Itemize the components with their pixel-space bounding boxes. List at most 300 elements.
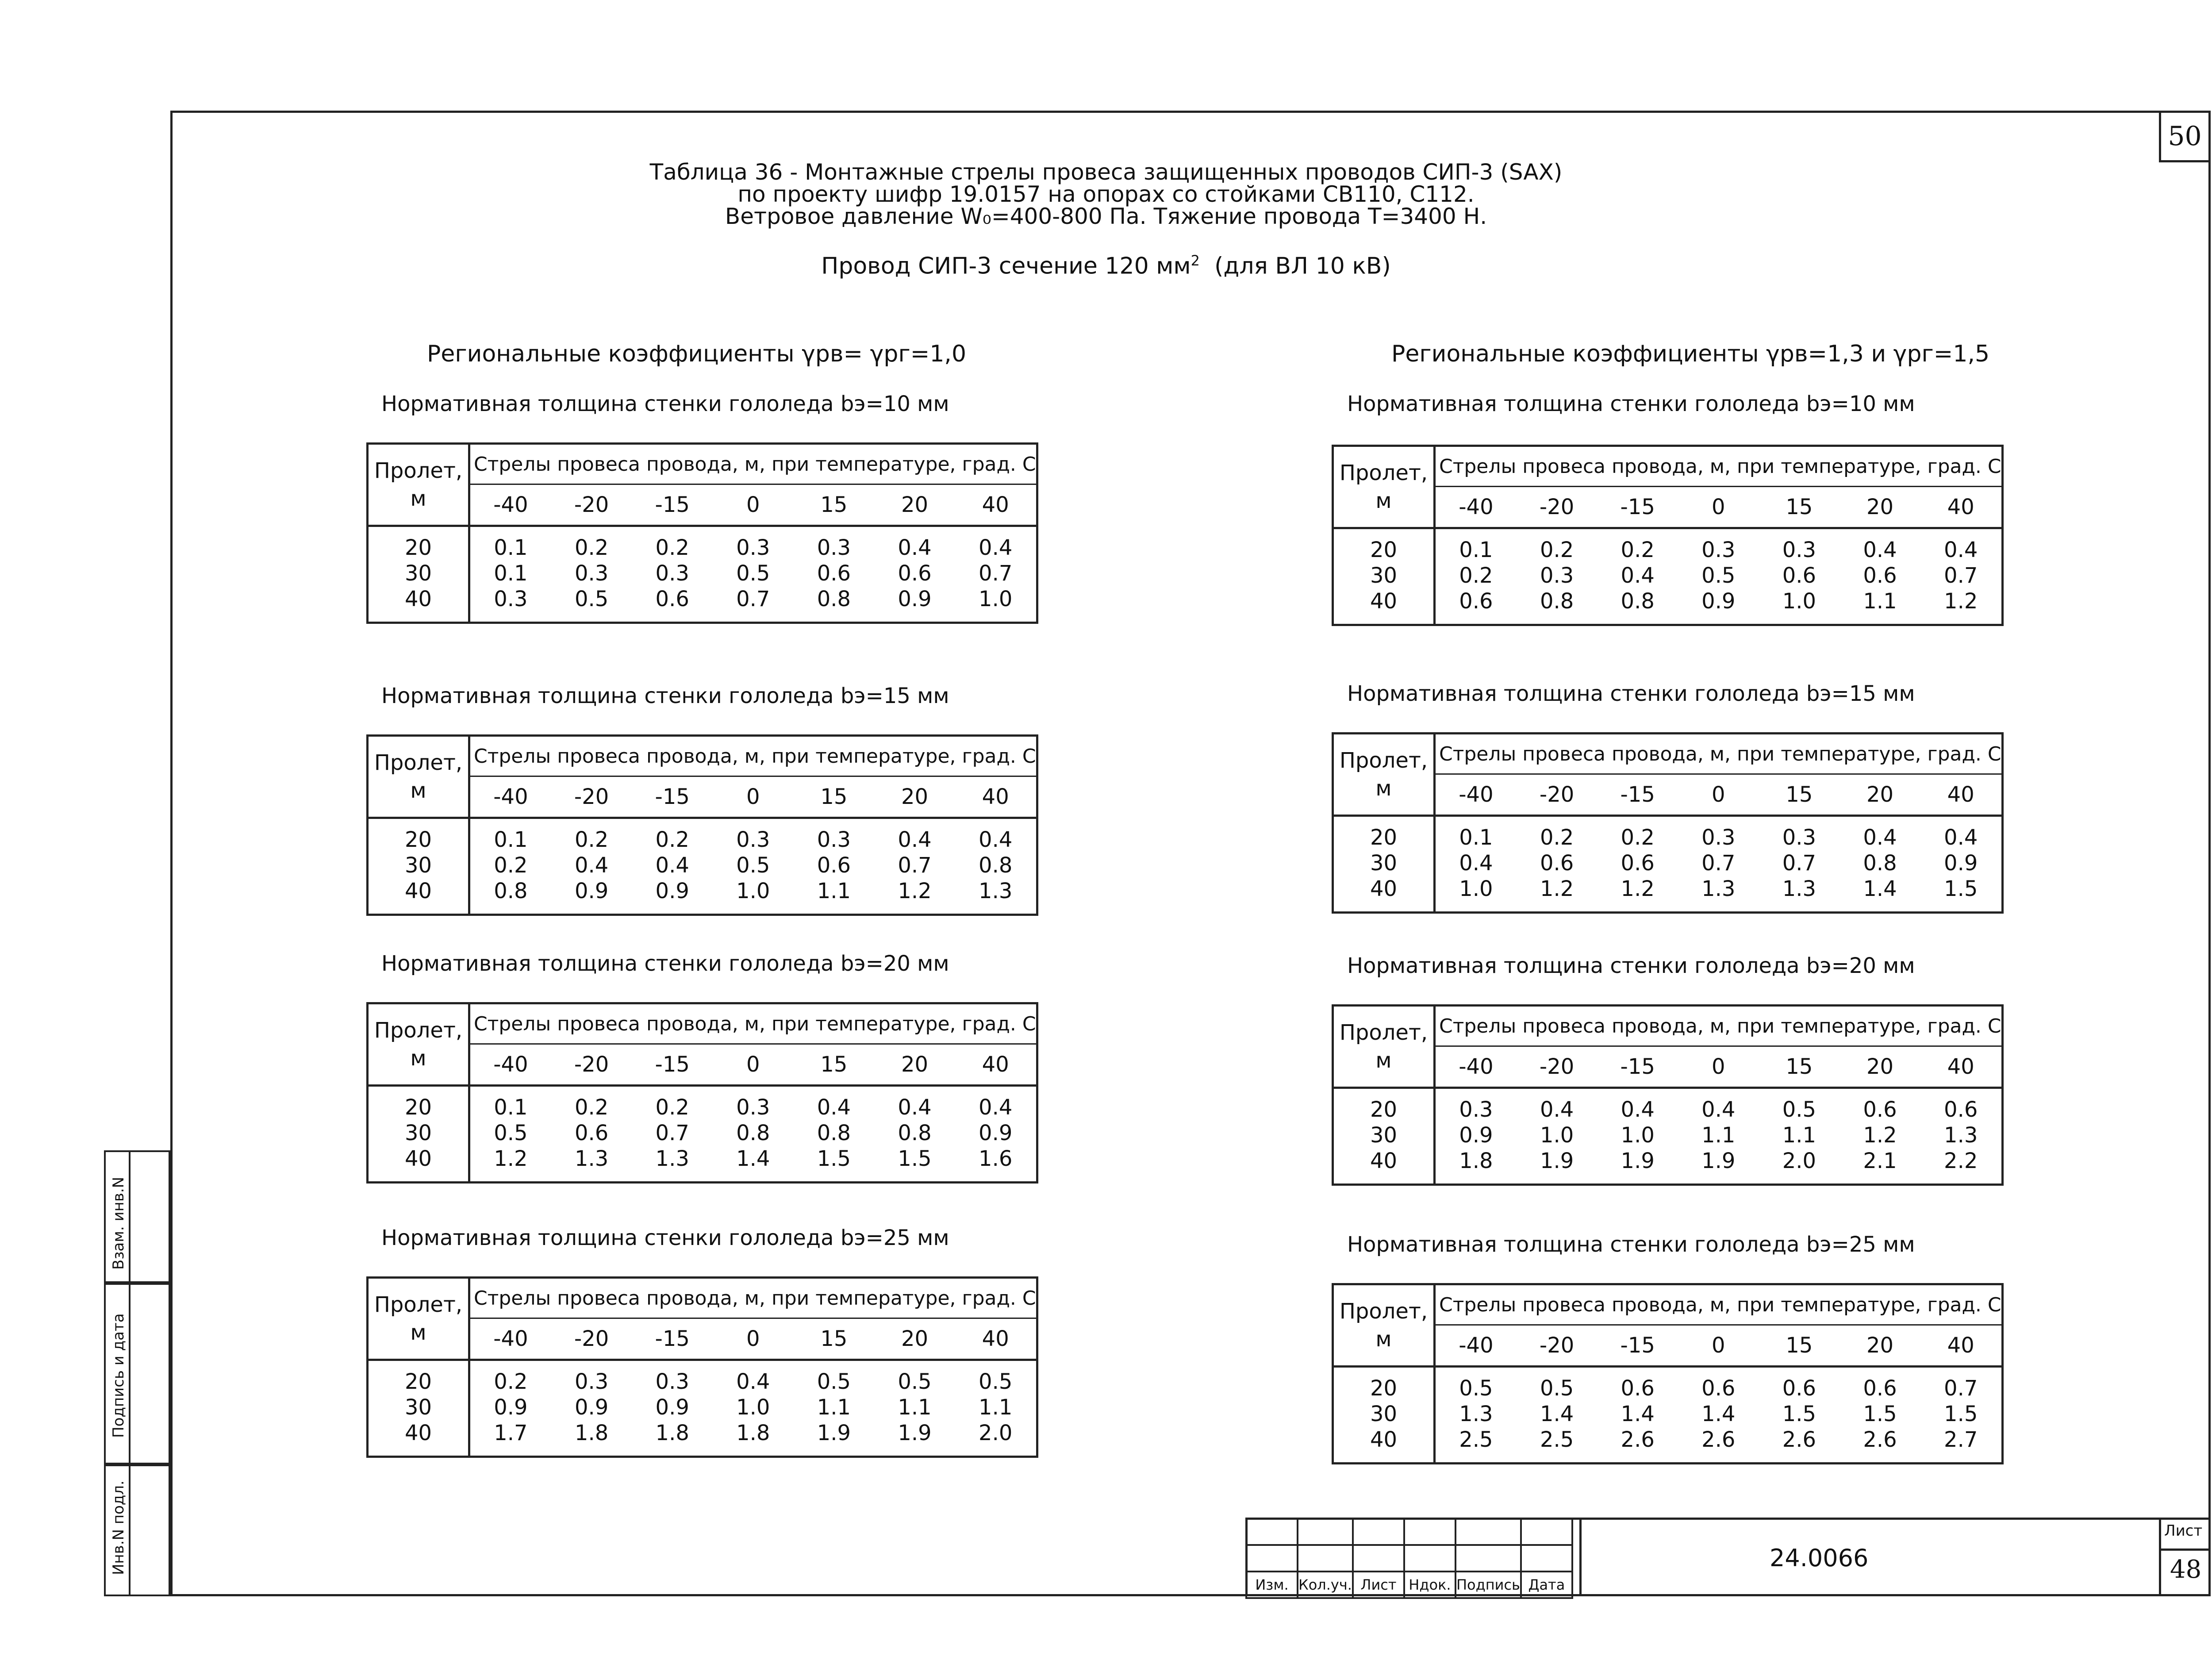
span-value: 20 bbox=[1333, 816, 1435, 851]
temperature-header: 20 bbox=[1839, 1325, 1920, 1367]
sag-value: 0.4 bbox=[1621, 563, 1655, 588]
stamp-col-label: Дата bbox=[1521, 1572, 1572, 1598]
sag-value: 0.1 bbox=[494, 1095, 528, 1120]
span-label: Пролет, bbox=[1339, 748, 1428, 773]
temperature-header: -15 bbox=[632, 484, 713, 526]
sag-value: 1.2 bbox=[898, 879, 932, 903]
sag-value: 1.6 bbox=[979, 1146, 1013, 1171]
sag-value: 1.1 bbox=[817, 879, 851, 903]
sag-value: 0.7 bbox=[1782, 851, 1816, 876]
sag-value: 1.5 bbox=[817, 1146, 851, 1171]
span-value: 40 bbox=[368, 1420, 469, 1457]
sag-value: 1.3 bbox=[574, 1146, 609, 1171]
sag-value: 0.5 bbox=[1782, 1097, 1816, 1122]
sag-value: 0.6 bbox=[817, 561, 851, 586]
sag-value: 0.7 bbox=[655, 1121, 689, 1145]
sag-value: 0.8 bbox=[1621, 589, 1655, 614]
sag-header: Стрелы провеса провода, м, при температуре, град. С bbox=[469, 736, 1037, 776]
sag-value: 0.6 bbox=[1621, 851, 1655, 876]
sag-value: 0.3 bbox=[1701, 538, 1736, 562]
temperature-header: -20 bbox=[551, 484, 632, 526]
stamp-grid bbox=[1245, 1518, 1573, 1599]
sag-value: 1.1 bbox=[1701, 1123, 1736, 1148]
side-label-vzam: Взам. инв.N bbox=[110, 1176, 127, 1270]
left-region-header: Региональные коэффициенты γрв= γрг=1,0 bbox=[427, 341, 967, 367]
span-label: Пролет, bbox=[374, 1018, 463, 1043]
sag-value: 0.8 bbox=[817, 1121, 851, 1145]
sag-value: 0.7 bbox=[898, 853, 932, 878]
span-value: 20 bbox=[368, 818, 469, 853]
right-sag-table-4 bbox=[1332, 1283, 2004, 1464]
temperature-header: -20 bbox=[1517, 1046, 1598, 1088]
sag-value: 0.4 bbox=[1459, 851, 1493, 876]
table-title-line1: Таблица 36 - Монтажные стрелы провеса защищенных проводов СИП-3 (SAX) bbox=[649, 159, 1563, 185]
sag-value: 0.3 bbox=[736, 535, 770, 560]
sag-value: 0.4 bbox=[979, 1095, 1013, 1120]
sag-value: 2.6 bbox=[1863, 1427, 1897, 1452]
table-row bbox=[1333, 588, 2003, 625]
span-header bbox=[1333, 1006, 1435, 1088]
sag-value: 2.6 bbox=[1782, 1427, 1816, 1452]
sag-value: 0.7 bbox=[1701, 851, 1736, 876]
sag-value: 0.3 bbox=[574, 561, 609, 586]
table-row bbox=[1333, 1122, 2003, 1148]
table-row bbox=[1333, 1148, 2003, 1185]
temperature-header: 15 bbox=[794, 1318, 875, 1360]
sag-value: 1.9 bbox=[898, 1421, 932, 1445]
temperature-header: -40 bbox=[469, 1044, 551, 1086]
sag-value: 1.4 bbox=[1540, 1402, 1574, 1426]
sag-value: 0.9 bbox=[898, 587, 932, 611]
sag-value: 0.3 bbox=[817, 535, 851, 560]
sag-value: 0.7 bbox=[736, 587, 770, 611]
sag-value: 1.0 bbox=[1621, 1123, 1655, 1148]
sag-value: 0.6 bbox=[817, 853, 851, 878]
sag-value: 1.9 bbox=[1701, 1149, 1736, 1173]
span-value: 20 bbox=[368, 526, 469, 561]
sag-value: 0.3 bbox=[574, 1369, 609, 1394]
sag-value: 1.1 bbox=[979, 1395, 1013, 1420]
sag-value: 0.3 bbox=[1782, 825, 1816, 850]
sag-value: 0.2 bbox=[655, 827, 689, 852]
sag-value: 0.6 bbox=[1863, 1376, 1897, 1401]
sag-value: 0.6 bbox=[655, 587, 689, 611]
table-row bbox=[1333, 876, 2003, 913]
sag-value: 1.3 bbox=[655, 1146, 689, 1171]
sag-value: 1.5 bbox=[1863, 1402, 1897, 1426]
span-label: Пролет, bbox=[374, 458, 463, 484]
left-sag-table-2 bbox=[366, 734, 1038, 916]
span-label: Пролет, bbox=[374, 750, 463, 776]
sag-value: 1.3 bbox=[1782, 876, 1816, 901]
sag-value: 1.5 bbox=[898, 1146, 932, 1171]
sag-value: 1.8 bbox=[574, 1421, 609, 1445]
sag-value: 1.4 bbox=[1621, 1402, 1655, 1426]
right-sag-table-2 bbox=[1332, 732, 2004, 914]
sag-value: 1.0 bbox=[736, 879, 770, 903]
sag-value: 0.6 bbox=[898, 561, 932, 586]
span-value: 30 bbox=[368, 561, 469, 586]
left-section-title-1: Нормативная толщина стенки гололеда bэ=10 мм bbox=[381, 392, 949, 416]
sag-value: 0.7 bbox=[979, 561, 1013, 586]
span-unit: м bbox=[1375, 1048, 1392, 1073]
table-row bbox=[1333, 563, 2003, 588]
sag-value: 1.9 bbox=[1621, 1149, 1655, 1173]
sag-value: 1.9 bbox=[817, 1421, 851, 1445]
right-section-title-4: Нормативная толщина стенки гололеда bэ=25 мм bbox=[1347, 1232, 1915, 1257]
sag-value: 0.9 bbox=[655, 879, 689, 903]
temperature-header: 40 bbox=[955, 1318, 1037, 1360]
sag-value: 0.2 bbox=[574, 535, 609, 560]
sag-value: 0.9 bbox=[574, 1395, 609, 1420]
temperature-header: 0 bbox=[713, 776, 794, 818]
sag-value: 2.7 bbox=[1944, 1427, 1978, 1452]
span-value: 40 bbox=[368, 878, 469, 915]
span-unit: м bbox=[410, 1320, 426, 1345]
sag-value: 1.3 bbox=[1944, 1123, 1978, 1148]
span-value: 20 bbox=[368, 1360, 469, 1395]
span-value: 40 bbox=[1333, 1148, 1435, 1185]
sag-value: 2.0 bbox=[979, 1421, 1013, 1445]
table-row bbox=[1333, 1367, 2003, 1402]
sag-value: 0.5 bbox=[898, 1369, 932, 1394]
sag-value: 0.4 bbox=[898, 535, 932, 560]
temperature-header: 20 bbox=[874, 1318, 955, 1360]
span-value: 30 bbox=[1333, 850, 1435, 876]
sag-value: 1.5 bbox=[1782, 1402, 1816, 1426]
sag-value: 0.4 bbox=[655, 853, 689, 878]
temperature-header: 40 bbox=[955, 1044, 1037, 1086]
sag-value: 1.9 bbox=[1540, 1149, 1574, 1173]
sag-value: 1.1 bbox=[817, 1395, 851, 1420]
span-value: 40 bbox=[1333, 1427, 1435, 1464]
temperature-header: -20 bbox=[1517, 774, 1598, 816]
sag-value: 0.5 bbox=[494, 1121, 528, 1145]
sag-value: 0.2 bbox=[655, 1095, 689, 1120]
sheet-label: Лист bbox=[2164, 1522, 2203, 1540]
temperature-header: -20 bbox=[1517, 1325, 1598, 1367]
sag-value: 2.2 bbox=[1944, 1149, 1978, 1173]
left-section-title-2: Нормативная толщина стенки гололеда bэ=15 мм bbox=[381, 684, 949, 708]
span-value: 30 bbox=[368, 1395, 469, 1420]
table-row bbox=[368, 878, 1037, 915]
sag-value: 0.5 bbox=[817, 1369, 851, 1394]
sag-value: 0.3 bbox=[1782, 538, 1816, 562]
sag-value: 0.3 bbox=[494, 587, 528, 611]
temperature-header: 40 bbox=[1920, 1325, 2002, 1367]
sag-value: 1.5 bbox=[1944, 876, 1978, 901]
sag-value: 0.6 bbox=[574, 1121, 609, 1145]
sheet-box-hline bbox=[2159, 1549, 2211, 1551]
sag-value: 0.1 bbox=[494, 561, 528, 586]
stamp-col-label: Кол.уч. bbox=[1298, 1572, 1353, 1598]
wire-title-text: Провод СИП-3 сечение 120 мм bbox=[821, 253, 1191, 280]
right-sag-table-3 bbox=[1332, 1004, 2004, 1186]
sag-value: 2.6 bbox=[1621, 1427, 1655, 1452]
sag-value: 0.4 bbox=[574, 853, 609, 878]
sag-value: 0.2 bbox=[574, 1095, 609, 1120]
sag-value: 0.2 bbox=[494, 1369, 528, 1394]
temperature-header: 15 bbox=[794, 1044, 875, 1086]
temperature-header: 0 bbox=[713, 1044, 794, 1086]
sag-value: 0.9 bbox=[1701, 589, 1736, 614]
sag-value: 0.6 bbox=[1863, 563, 1897, 588]
sag-value: 0.4 bbox=[1701, 1097, 1736, 1122]
sag-value: 0.4 bbox=[736, 1369, 770, 1394]
span-header bbox=[1333, 446, 1435, 528]
sag-value: 2.6 bbox=[1701, 1427, 1736, 1452]
sag-header: Стрелы провеса провода, м, при температуре, град. С bbox=[1435, 446, 2003, 487]
temperature-header: 0 bbox=[1678, 1046, 1759, 1088]
span-value: 40 bbox=[1333, 588, 1435, 625]
span-value: 20 bbox=[1333, 528, 1435, 563]
sag-value: 1.2 bbox=[1621, 876, 1655, 901]
span-value: 20 bbox=[1333, 1367, 1435, 1402]
stamp-col-label: Лист bbox=[1353, 1572, 1404, 1598]
temperature-header: 0 bbox=[713, 484, 794, 526]
sag-value: 1.2 bbox=[1863, 1123, 1897, 1148]
span-value: 40 bbox=[1333, 876, 1435, 913]
right-sag-table-1 bbox=[1332, 445, 2004, 626]
temperature-header: 0 bbox=[1678, 1325, 1759, 1367]
temperature-header: -20 bbox=[551, 1044, 632, 1086]
span-unit: м bbox=[1375, 488, 1392, 513]
table-row bbox=[1333, 816, 2003, 851]
temperature-header: 40 bbox=[1920, 1046, 2002, 1088]
sag-header: Стрелы провеса провода, м, при температуре, град. С bbox=[1435, 734, 2003, 774]
sag-value: 0.9 bbox=[655, 1395, 689, 1420]
temperature-header: -40 bbox=[1435, 1046, 1517, 1088]
span-value: 30 bbox=[1333, 1122, 1435, 1148]
table-row bbox=[368, 586, 1037, 623]
sag-value: 0.8 bbox=[494, 879, 528, 903]
sag-value: 0.8 bbox=[979, 853, 1013, 878]
table-row bbox=[368, 1420, 1037, 1457]
temperature-header: -40 bbox=[469, 484, 551, 526]
temperature-header: -40 bbox=[1435, 487, 1517, 528]
right-section-title-3: Нормативная толщина стенки гололеда bэ=20 мм bbox=[1347, 953, 1915, 978]
temperature-header: 15 bbox=[1759, 774, 1840, 816]
sag-value: 0.3 bbox=[817, 827, 851, 852]
span-header bbox=[368, 1003, 469, 1086]
sag-value: 1.1 bbox=[1863, 589, 1897, 614]
sag-value: 0.9 bbox=[1944, 851, 1978, 876]
sag-header: Стрелы провеса провода, м, при температуре, град. С bbox=[469, 1003, 1037, 1044]
temperature-header: 20 bbox=[874, 776, 955, 818]
sag-value: 0.6 bbox=[1540, 851, 1574, 876]
sag-value: 0.3 bbox=[655, 1369, 689, 1394]
sag-value: 0.3 bbox=[1540, 563, 1574, 588]
side-label-inv: Инв.N подл. bbox=[110, 1480, 127, 1575]
sag-value: 1.4 bbox=[1701, 1402, 1736, 1426]
sag-value: 0.4 bbox=[898, 1095, 932, 1120]
temperature-header: 40 bbox=[955, 484, 1037, 526]
sag-value: 0.1 bbox=[1459, 538, 1493, 562]
sag-value: 0.7 bbox=[1944, 563, 1978, 588]
temperature-header: -40 bbox=[1435, 1325, 1517, 1367]
temperature-header: 0 bbox=[1678, 774, 1759, 816]
sag-value: 0.2 bbox=[655, 535, 689, 560]
temperature-header: 15 bbox=[794, 484, 875, 526]
sag-value: 1.2 bbox=[494, 1146, 528, 1171]
span-header bbox=[1333, 1284, 1435, 1367]
span-value: 40 bbox=[368, 586, 469, 623]
sag-value: 0.2 bbox=[1459, 563, 1493, 588]
temperature-header: -40 bbox=[1435, 774, 1517, 816]
sag-value: 1.4 bbox=[1863, 876, 1897, 901]
sag-value: 0.6 bbox=[1863, 1097, 1897, 1122]
sag-header: Стрелы провеса провода, м, при температуре, град. С bbox=[1435, 1284, 2003, 1325]
sag-value: 1.0 bbox=[1782, 589, 1816, 614]
table-row bbox=[368, 1120, 1037, 1146]
sag-header: Стрелы провеса провода, м, при температуре, град. С bbox=[469, 444, 1037, 484]
left-sag-table-4 bbox=[366, 1276, 1038, 1458]
sag-value: 0.2 bbox=[574, 827, 609, 852]
temperature-header: 40 bbox=[1920, 487, 2002, 528]
temperature-header: -40 bbox=[469, 776, 551, 818]
temperature-header: 20 bbox=[874, 484, 955, 526]
temperature-header: -40 bbox=[469, 1318, 551, 1360]
sag-value: 0.5 bbox=[979, 1369, 1013, 1394]
sag-value: 0.9 bbox=[979, 1121, 1013, 1145]
sag-value: 0.8 bbox=[1863, 851, 1897, 876]
document-code: 24.0066 bbox=[1770, 1544, 1869, 1572]
span-value: 30 bbox=[368, 853, 469, 878]
wire-title-tail: (для ВЛ 10 кВ) bbox=[1200, 253, 1391, 280]
sag-value: 0.4 bbox=[1540, 1097, 1574, 1122]
sag-value: 1.8 bbox=[655, 1421, 689, 1445]
span-value: 20 bbox=[368, 1086, 469, 1121]
sag-value: 2.5 bbox=[1459, 1427, 1493, 1452]
sag-value: 1.8 bbox=[736, 1421, 770, 1445]
temperature-header: 0 bbox=[713, 1318, 794, 1360]
temperature-header: 20 bbox=[1839, 774, 1920, 816]
sag-value: 1.5 bbox=[1944, 1402, 1978, 1426]
sag-header: Стрелы провеса провода, м, при температуре, град. С bbox=[469, 1278, 1037, 1318]
sag-value: 0.5 bbox=[1540, 1376, 1574, 1401]
sag-value: 1.8 bbox=[1459, 1149, 1493, 1173]
sag-value: 0.8 bbox=[817, 587, 851, 611]
sag-value: 1.7 bbox=[494, 1421, 528, 1445]
span-value: 30 bbox=[1333, 1401, 1435, 1427]
table-row bbox=[368, 526, 1037, 561]
sag-value: 0.3 bbox=[1701, 825, 1736, 850]
span-unit: м bbox=[1375, 776, 1392, 801]
side-label-podpis: Подпись и дата bbox=[110, 1313, 127, 1438]
sag-value: 0.8 bbox=[1540, 589, 1574, 614]
sag-value: 0.2 bbox=[1621, 538, 1655, 562]
temperature-header: 20 bbox=[1839, 1046, 1920, 1088]
table-title-line3: Ветровое давление W₀=400-800 Па. Тяжение провода Т=3400 Н. bbox=[725, 204, 1487, 229]
sag-value: 0.4 bbox=[979, 827, 1013, 852]
span-label: Пролет, bbox=[1339, 1020, 1428, 1045]
sag-value: 0.6 bbox=[1459, 589, 1493, 614]
sag-value: 0.2 bbox=[1540, 538, 1574, 562]
temperature-header: 15 bbox=[1759, 1046, 1840, 1088]
span-header bbox=[368, 444, 469, 526]
span-header bbox=[368, 736, 469, 818]
sag-value: 0.9 bbox=[494, 1395, 528, 1420]
page-number-top: 50 bbox=[2159, 111, 2211, 162]
sag-value: 0.5 bbox=[574, 587, 609, 611]
temperature-header: -15 bbox=[1597, 1046, 1678, 1088]
sag-value: 0.2 bbox=[1540, 825, 1574, 850]
sheet-number: 48 bbox=[2170, 1555, 2202, 1584]
sag-value: 1.1 bbox=[1782, 1123, 1816, 1148]
table-row bbox=[368, 561, 1037, 586]
left-sag-table-1 bbox=[366, 442, 1038, 624]
sag-value: 1.0 bbox=[979, 587, 1013, 611]
sag-value: 1.0 bbox=[1540, 1123, 1574, 1148]
sag-value: 0.4 bbox=[817, 1095, 851, 1120]
sag-value: 0.9 bbox=[574, 879, 609, 903]
span-value: 40 bbox=[368, 1146, 469, 1183]
sag-value: 0.1 bbox=[494, 827, 528, 852]
sag-value: 0.1 bbox=[1459, 825, 1493, 850]
sag-value: 0.2 bbox=[494, 853, 528, 878]
span-label: Пролет, bbox=[1339, 1299, 1428, 1324]
temperature-header: 0 bbox=[1678, 487, 1759, 528]
sag-value: 0.4 bbox=[1944, 825, 1978, 850]
sag-value: 1.4 bbox=[736, 1146, 770, 1171]
sag-value: 1.0 bbox=[1459, 876, 1493, 901]
sag-value: 0.3 bbox=[655, 561, 689, 586]
sag-value: 0.5 bbox=[1459, 1376, 1493, 1401]
right-section-title-1: Нормативная толщина стенки гололеда bэ=10 мм bbox=[1347, 392, 1915, 416]
span-header bbox=[368, 1278, 469, 1360]
sag-value: 0.6 bbox=[1621, 1376, 1655, 1401]
wire-title bbox=[442, 252, 1770, 279]
temperature-header: 20 bbox=[874, 1044, 955, 1086]
temperature-header: -15 bbox=[632, 776, 713, 818]
temperature-header: -15 bbox=[1597, 1325, 1678, 1367]
sheet-box-divider bbox=[2159, 1518, 2161, 1596]
stamp-col-label: Подпись bbox=[1455, 1572, 1521, 1598]
sag-value: 0.4 bbox=[1621, 1097, 1655, 1122]
sag-value: 0.6 bbox=[1782, 563, 1816, 588]
sag-value: 1.3 bbox=[979, 879, 1013, 903]
sag-value: 0.4 bbox=[1944, 538, 1978, 562]
table-row bbox=[368, 1146, 1037, 1183]
table-row bbox=[368, 1086, 1037, 1121]
table-row bbox=[1333, 1088, 2003, 1123]
stamp-divider bbox=[1579, 1518, 1582, 1596]
sag-value: 0.7 bbox=[1944, 1376, 1978, 1401]
stamp-col-label: Ндок. bbox=[1404, 1572, 1455, 1598]
span-value: 20 bbox=[1333, 1088, 1435, 1123]
table-row bbox=[368, 1360, 1037, 1395]
sag-value: 0.5 bbox=[736, 853, 770, 878]
sag-value: 0.2 bbox=[1621, 825, 1655, 850]
table-row bbox=[1333, 1427, 2003, 1464]
temperature-header: -15 bbox=[1597, 487, 1678, 528]
span-header bbox=[1333, 734, 1435, 816]
sag-value: 1.3 bbox=[1701, 876, 1736, 901]
span-value: 30 bbox=[1333, 563, 1435, 588]
sag-value: 0.1 bbox=[494, 535, 528, 560]
sag-value: 0.6 bbox=[1944, 1097, 1978, 1122]
span-label: Пролет, bbox=[374, 1292, 463, 1318]
span-label: Пролет, bbox=[1339, 461, 1428, 486]
span-value: 30 bbox=[368, 1120, 469, 1146]
stamp-col-label: Изм. bbox=[1246, 1572, 1298, 1598]
sag-header: Стрелы провеса провода, м, при температуре, град. С bbox=[1435, 1006, 2003, 1046]
sag-value: 2.5 bbox=[1540, 1427, 1574, 1452]
sag-value: 1.1 bbox=[898, 1395, 932, 1420]
left-section-title-3: Нормативная толщина стенки гололеда bэ=20 мм bbox=[381, 951, 949, 976]
sag-value: 1.0 bbox=[736, 1395, 770, 1420]
sag-value: 1.3 bbox=[1459, 1402, 1493, 1426]
